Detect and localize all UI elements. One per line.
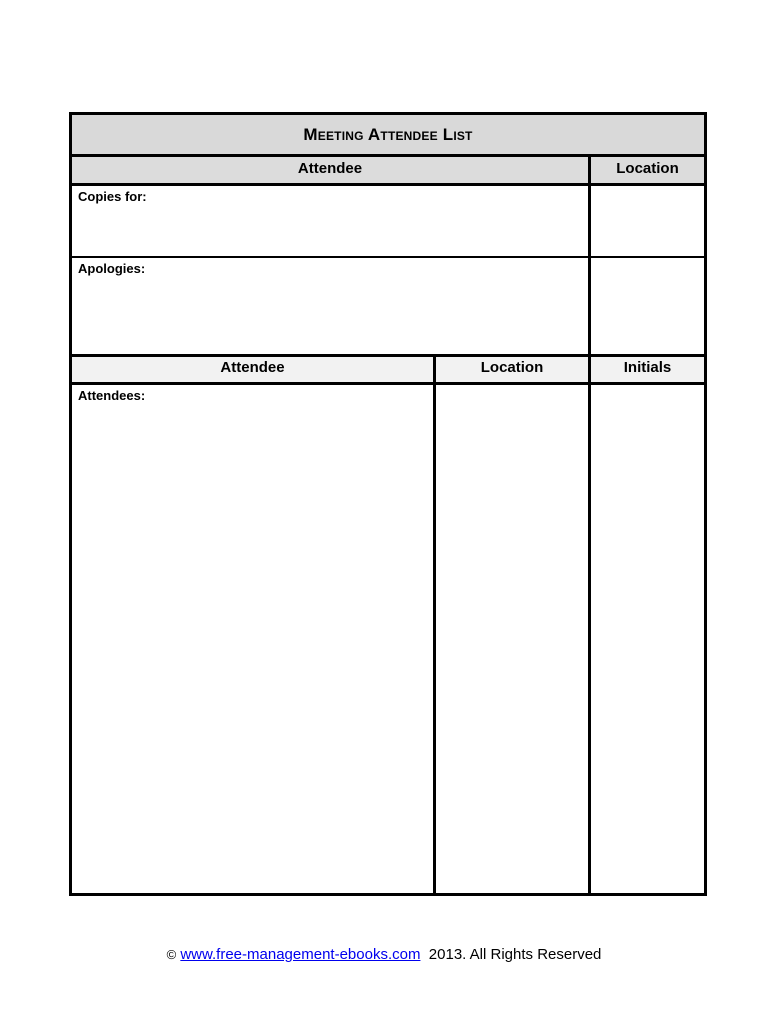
attendee-form-table: [69, 112, 707, 896]
section1-location-header: Location: [591, 157, 704, 186]
attendees-initials-cell[interactable]: [591, 385, 704, 893]
attendees-label: Attendees:: [78, 388, 146, 403]
section2-initials-header: Initials: [591, 357, 704, 385]
rights-text: 2013. All Rights Reserved: [428, 946, 602, 963]
attendees-cell[interactable]: [72, 385, 436, 893]
copies-for-location-cell[interactable]: [591, 186, 704, 258]
attendees-location-cell[interactable]: [436, 385, 591, 893]
copyright-symbol: ©: [166, 947, 177, 962]
apologies-location-cell[interactable]: [591, 258, 704, 357]
apologies-cell[interactable]: [72, 258, 591, 357]
footer: [0, 946, 768, 963]
apologies-label: Apologies:: [78, 261, 146, 276]
website-link[interactable]: www.free-management-ebooks.com: [180, 946, 421, 963]
section2-attendee-header: Attendee: [72, 357, 436, 385]
form-title: Meeting Attendee List: [72, 115, 704, 157]
section2-location-header: Location: [436, 357, 591, 385]
copies-for-label: Copies for:: [78, 189, 147, 204]
copies-for-cell[interactable]: [72, 186, 591, 258]
section1-attendee-header: Attendee: [72, 157, 591, 186]
